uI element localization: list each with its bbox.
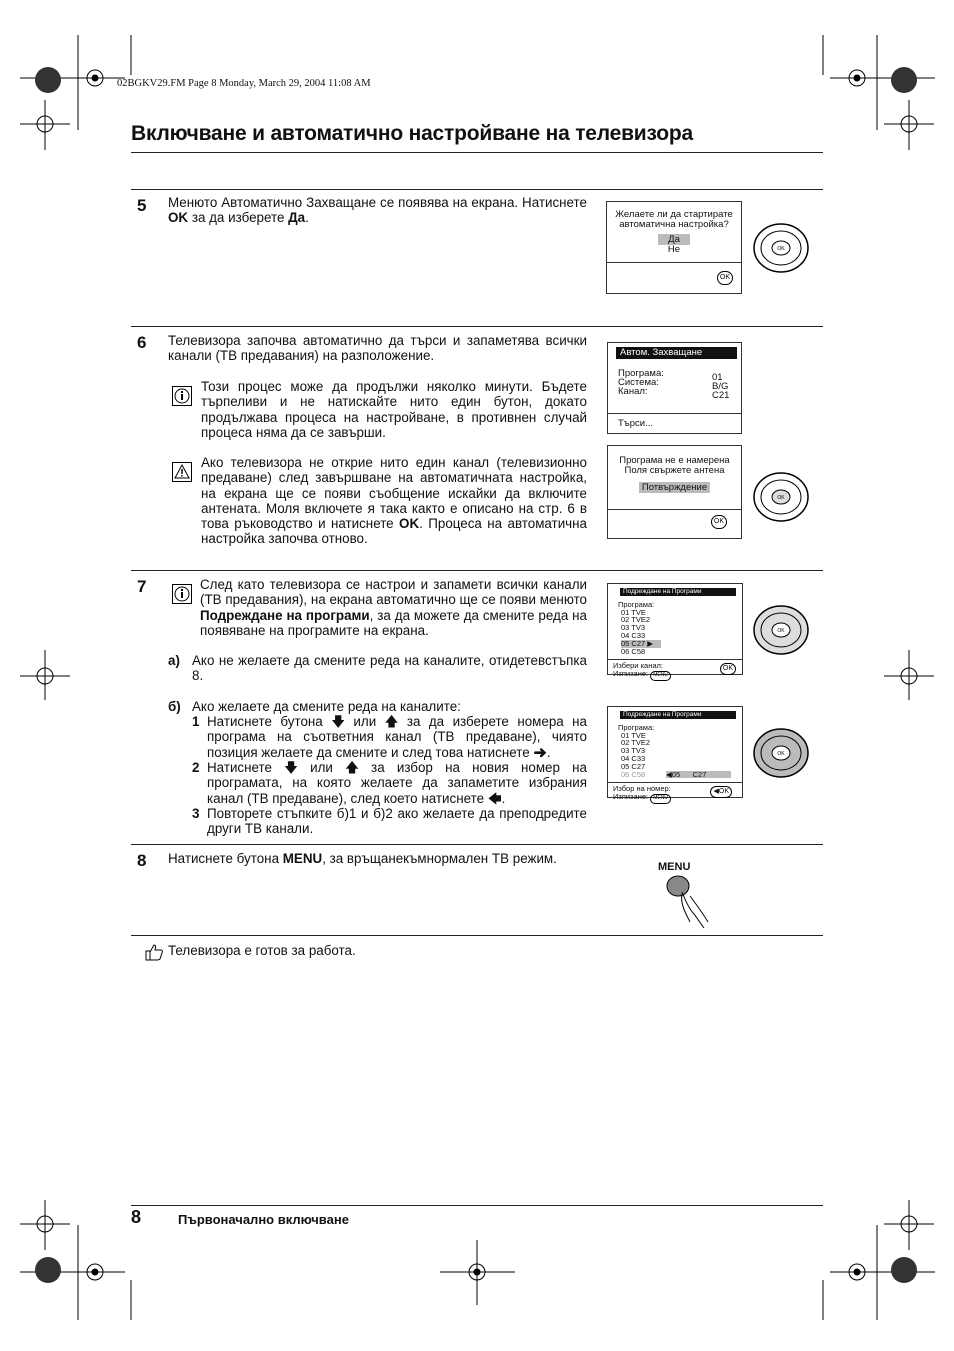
- message-line: Поля свържете антена: [624, 465, 725, 476]
- arrow-up-icon: 🡅: [345, 760, 359, 775]
- arrow-down-icon: 🡇: [284, 760, 298, 775]
- auto-tune-progress-screen: [607, 342, 742, 434]
- value-program: 01: [712, 372, 723, 383]
- step-8-text: Натиснете бутона MENU, за връщанекъмнормален ТВ режим.: [168, 851, 557, 866]
- no-signal-screen: [607, 445, 742, 539]
- option-b-label: б): [168, 699, 181, 714]
- screen-title: Подреждане на Програми: [620, 711, 736, 719]
- list-item[interactable]: 03 TV3: [621, 746, 646, 756]
- info-note: Този процес може да продължи няколко минути. Бъдете търпеливи и не натискайте нито един бутон, докато продължава процеса на настройване, в противнен случай процеса няма да се завърши.: [201, 379, 587, 440]
- list-item[interactable]: 02 TVE2: [621, 615, 651, 625]
- divider: [131, 935, 823, 936]
- prompt-line: Желаете ли да стартирате: [615, 209, 733, 220]
- arrow-up-icon: 🡅: [384, 714, 399, 729]
- arrow-down-icon: 🡇: [331, 714, 345, 729]
- info-icon: [172, 386, 192, 406]
- warning-icon: [172, 462, 192, 482]
- ok-icon: ◀OK: [710, 786, 732, 798]
- divider: [131, 844, 823, 845]
- divider: [131, 570, 823, 571]
- screen-title: Подреждане на Програми: [620, 588, 736, 596]
- thumbs-up-icon: [144, 943, 164, 961]
- substep-1-text: Натиснете бутона 🡇 или 🡅 за да изберете номера на програма на съответния канал (ТВ предаване), чиято позиция желаете да смените и след това натиснете ➜.: [207, 714, 587, 760]
- step-6-text: Телевизора започва автоматично да търси и запаметява всички канали (ТВ предавания) на разположение.: [168, 333, 587, 364]
- step-number: 6: [137, 333, 147, 352]
- screen-title: Автом. Захващане: [616, 347, 737, 359]
- warning-note: Ако телевизора не открие нито един канал (телевизионно предаване) след завършване на автоматичната настройка, на екрана ще се появи съобщение искайки да включите антената. Моля включете я така както е описано на стр. 6 в това ръководство и натиснете OK. Процеса на автоматична настройка започва отново.: [201, 455, 587, 547]
- substep-2-text: Натиснете 🡇 или 🡅 за избор на новия номер на програмата, на която желаете да запаметите избрания канал (ТВ предаване), след което натиснете 🡄.: [207, 760, 587, 806]
- option-no[interactable]: Не: [667, 244, 681, 255]
- remote-pad-icon: [752, 603, 810, 657]
- status-text: Търси...: [608, 413, 741, 434]
- label-channel: Канал:: [618, 386, 648, 397]
- menu-icon: MENU: [650, 671, 671, 681]
- svg-text:OK: OK: [777, 495, 785, 501]
- list-item[interactable]: 04 C33: [621, 753, 646, 763]
- section-name: Първоначално включване: [178, 1212, 349, 1227]
- svg-text:OK: OK: [777, 751, 785, 757]
- menu-icon: MENU: [650, 794, 671, 804]
- svg-text:OK: OK: [777, 628, 785, 634]
- moving-item[interactable]: ◀05 C27: [666, 771, 731, 779]
- arrow-left-icon: 🡄: [487, 790, 502, 806]
- list-item[interactable]: 01 TVE: [621, 607, 646, 617]
- info-icon: [172, 584, 192, 604]
- title-rule: [131, 152, 823, 153]
- list-item[interactable]: 04 C33: [621, 630, 646, 640]
- value-system: B/G: [712, 381, 729, 392]
- program-header: Програма:: [618, 599, 655, 609]
- remote-pad-icon: [752, 221, 810, 275]
- value-channel: C21: [712, 390, 730, 401]
- program-header: Програма:: [618, 722, 655, 732]
- list-item[interactable]: 06 C58: [621, 769, 646, 779]
- svg-text:OK: OK: [777, 246, 785, 252]
- page-title: Включване и автоматично настройване на телевизора: [131, 122, 693, 145]
- substep-number: 2: [192, 760, 200, 775]
- option-a-text: Ако не желаете да смените реда на каналите, отидетевстъпка 8.: [192, 653, 587, 684]
- step-5-text: Менюто Автоматично Захващане се появява на екрана. Натиснете OK за да изберете Да.: [168, 195, 587, 226]
- label-system: Система:: [618, 377, 659, 388]
- footer-rule: [131, 1205, 823, 1206]
- list-item-selected[interactable]: 05 C27 ▶: [621, 640, 661, 648]
- remote-pad-icon: [752, 470, 810, 524]
- confirm-option[interactable]: Потвърждение: [639, 482, 710, 493]
- program-sort-screen: Подреждане на Програми Програма: 01 TVE 02 TVE2 03 TV3 04 C33 05 C27 ▶ 06 C58 Избери канал: Изпизане: MENU OK: [607, 583, 743, 675]
- step-number: 7: [137, 577, 147, 596]
- option-a-label: а): [168, 653, 180, 668]
- divider: [131, 326, 823, 327]
- message-line: Програма не е намерена: [619, 455, 730, 466]
- ok-icon: OK: [717, 271, 733, 285]
- ready-note: Телевизора е готов за работа.: [168, 943, 356, 958]
- program-sort-move-screen: Подреждане на Програми Програма: 01 TVE 02 TVE2 03 TV3 04 C33 05 C27 06 C58 ◀05 C27 Избор на номер: Изпизане: MENU ◀OK: [607, 706, 743, 798]
- divider: [131, 189, 823, 190]
- option-yes[interactable]: Да: [658, 234, 690, 245]
- list-item[interactable]: 01 TVE: [621, 730, 646, 740]
- ok-icon: OK: [711, 515, 727, 529]
- step-number: 8: [137, 851, 147, 870]
- step-7-info: След като телевизора се настрои и запамети всички канали (ТВ предавания), на екрана автоматично ще се появи менюто Подреждане на програми, за да можете да смените реда на появяване на програмите на екрана.: [200, 577, 587, 638]
- remote-pad-icon: [752, 726, 810, 780]
- footer-label: Избор на номер:: [613, 784, 671, 794]
- list-item[interactable]: 02 TVE2: [621, 738, 651, 748]
- footer-label: Избери канал:: [613, 661, 663, 671]
- option-b-text: Ако желаете да смените реда на каналите:: [192, 699, 461, 714]
- list-item[interactable]: 03 TV3: [621, 623, 646, 633]
- ok-icon: OK: [720, 663, 736, 675]
- hand-press-icon: [664, 874, 714, 930]
- list-item[interactable]: 06 C58: [621, 646, 646, 656]
- label-program: Програма:: [618, 368, 664, 379]
- substep-number: 1: [192, 714, 200, 729]
- file-header: 02BGKV29.FM Page 8 Monday, March 29, 2004 11:08 AM: [117, 78, 371, 89]
- substep-3-text: Повторете стъпките б)1 и б)2 ако желаете да преподредите други ТВ канали.: [207, 806, 587, 837]
- menu-button-label: MENU: [658, 861, 691, 873]
- arrow-right-icon: ➜: [533, 744, 547, 760]
- step-number: 5: [137, 196, 147, 215]
- auto-tune-prompt-screen: [606, 201, 742, 294]
- prompt-line: автоматична настройка?: [619, 219, 729, 230]
- page-number: 8: [131, 1207, 142, 1227]
- list-item[interactable]: 05 C27: [621, 761, 646, 771]
- substep-number: 3: [192, 806, 200, 821]
